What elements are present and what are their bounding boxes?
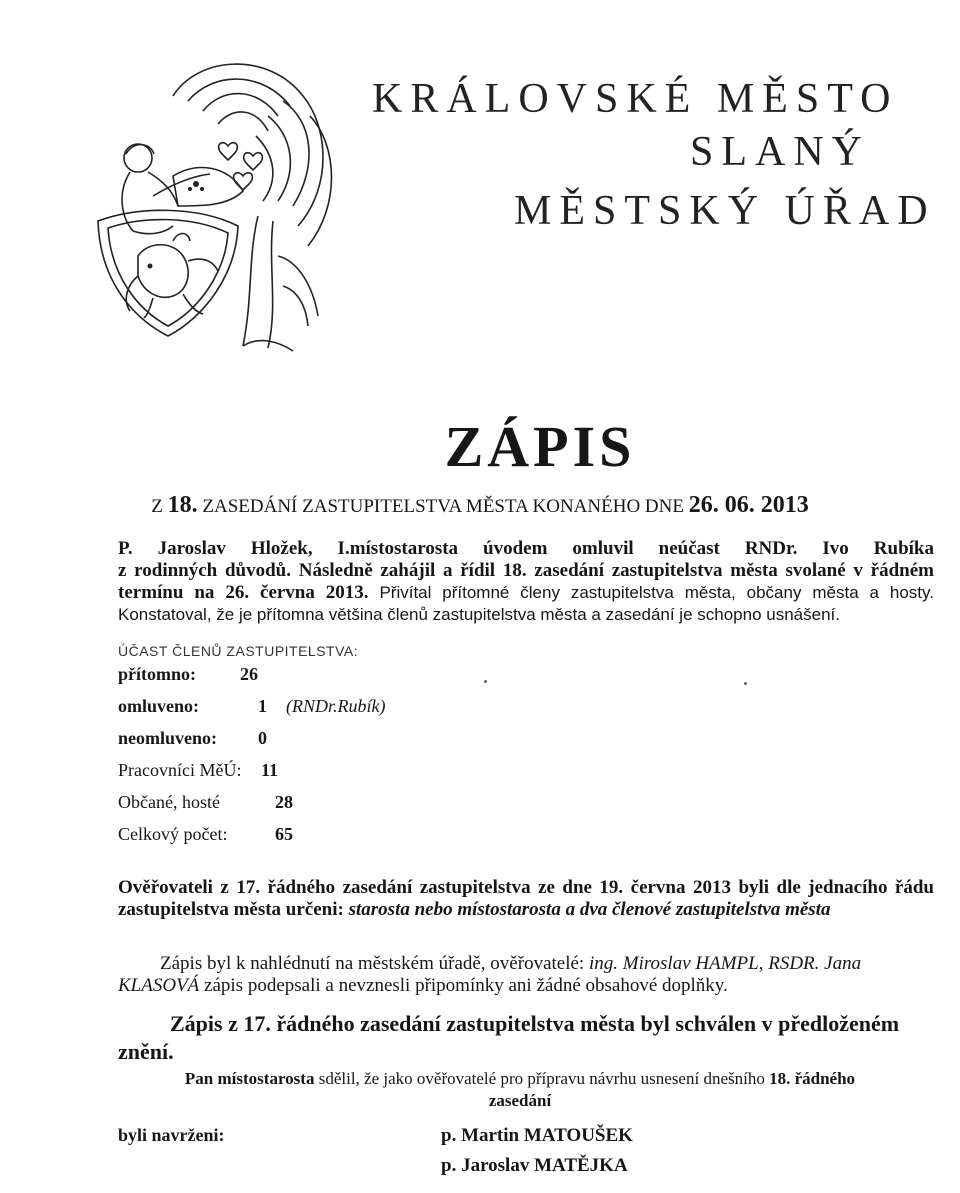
attendance-label: přítomno: (118, 664, 196, 684)
approval-line-2: znění. (118, 1039, 174, 1064)
intro-paragraph (118, 538, 934, 626)
inspection-line-1 (118, 953, 922, 975)
scan-speck (484, 680, 487, 683)
attendance-row-total (118, 824, 293, 845)
inspection-line-2 (118, 975, 728, 996)
attendance-note: (RNDr.Rubík) (286, 696, 386, 716)
attendance-value: 0 (258, 728, 267, 748)
attendance-value: 11 (261, 760, 279, 780)
intro-line-1: P. Jaroslav Hložek, I.místostarosta úvodem omluvil neúčast RNDr. Ivo Rubíka (118, 538, 934, 559)
attendance-value: 26 (240, 664, 258, 684)
intro-line-2: z rodinných důvodů. Následně zahájil a řídil 18. zasedání zastupitelstva města svolané v řádném (118, 560, 934, 581)
intro-line-3-rest: Přivítal přítomné členy zastupitelstva města, občany města a hosty. (368, 583, 934, 602)
proposal-speaker: Pan místostarosta (184, 1069, 315, 1088)
attendance-row-staff (118, 760, 279, 781)
inspection-line-1-names: ing. Miroslav HAMPL, RSDR. Jana (588, 953, 862, 974)
verifiers-line-1: Ověřovateli z 17. řádného zasedání zastupitelstva ze dne 19. června 2013 byli dle jednacího řádu (118, 877, 934, 898)
approval-statement (118, 1010, 930, 1066)
proposal-paragraph (140, 1068, 900, 1112)
nominated-label: byli navrženi: (118, 1125, 225, 1145)
proposal-session: 18. řádného (769, 1069, 856, 1088)
attendance-value: 28 (275, 792, 293, 812)
document-subtitle (0, 493, 960, 517)
attendance-label: Celkový počet: (118, 824, 228, 844)
verifiers-line-2 (118, 899, 830, 920)
subtitle-date: 26. 06. 2013 (688, 492, 809, 518)
header-line-municipal-office: MĚSTSKÝ ÚŘAD (514, 188, 936, 234)
attendance-row-present (118, 664, 258, 685)
subtitle-prefix: Z (151, 496, 168, 517)
attendance-section-label: ÚČAST ČLENŮ ZASTUPITELSTVA: (118, 643, 359, 659)
attendance-label: omluveno: (118, 696, 199, 716)
nominee-name: p. Jaroslav MATĚJKA (441, 1155, 628, 1176)
intro-line-3-date: termínu na 26. června 2013. (118, 582, 369, 603)
attendance-label: Pracovníci MěÚ: (118, 760, 242, 780)
inspection-line-2-rest: zápis podepsali a nevznesli připomínky ani žádné obsahové doplňky. (199, 975, 728, 996)
proposal-session-word: zasedání (488, 1091, 552, 1110)
header-line-city-name: SLANÝ (690, 129, 871, 175)
intro-line-4: Konstatoval, že je přítomna většina členů zastupitelstva města a zasedání je schopno usnášení. (118, 605, 840, 624)
approval-line-1: Zápis z 17. řádného zasedání zastupitelstva města byl schválen v předloženém (170, 1011, 900, 1036)
intro-line-3 (118, 582, 934, 604)
document-title: ZÁPIS (444, 414, 636, 479)
inspection-paragraph (118, 953, 922, 997)
verifiers-line-2-lead: zastupitelstva města určeni: (118, 899, 349, 920)
attendance-label: Občané, hosté (118, 792, 220, 812)
inspection-line-1-lead: Zápis byl k nahlédnutí na městském úřadě, ověřovatelé: (160, 953, 589, 974)
attendance-label: neomluveno: (118, 728, 217, 748)
subtitle-middle: ZASEDÁNÍ ZASTUPITELSTVA MĚSTA KONANÉHO DNE (197, 496, 689, 517)
attendance-row-unexcused (118, 728, 267, 749)
city-crest-emblem (78, 56, 358, 356)
subtitle-session-number: 18. (167, 492, 198, 518)
proposal-text: sdělil, že jako ověřovatelé pro přípravu návrhu usnesení dnešního (314, 1069, 770, 1088)
nominee-name: p. Martin MATOUŠEK (441, 1125, 633, 1146)
attendance-row-guests (118, 792, 293, 813)
attendance-row-excused (118, 696, 386, 717)
verifiers-line-2-roles: starosta nebo místostarosta a dva členové zastupitelstva města (348, 899, 831, 920)
header-line-royal-city: KRÁLOVSKÉ MĚSTO (372, 76, 899, 122)
attendance-value: 65 (275, 824, 293, 844)
scan-speck (744, 682, 747, 685)
inspection-line-2-name: KLASOVÁ (118, 975, 200, 996)
verifiers-paragraph (118, 877, 934, 921)
attendance-value: 1 (258, 696, 267, 716)
